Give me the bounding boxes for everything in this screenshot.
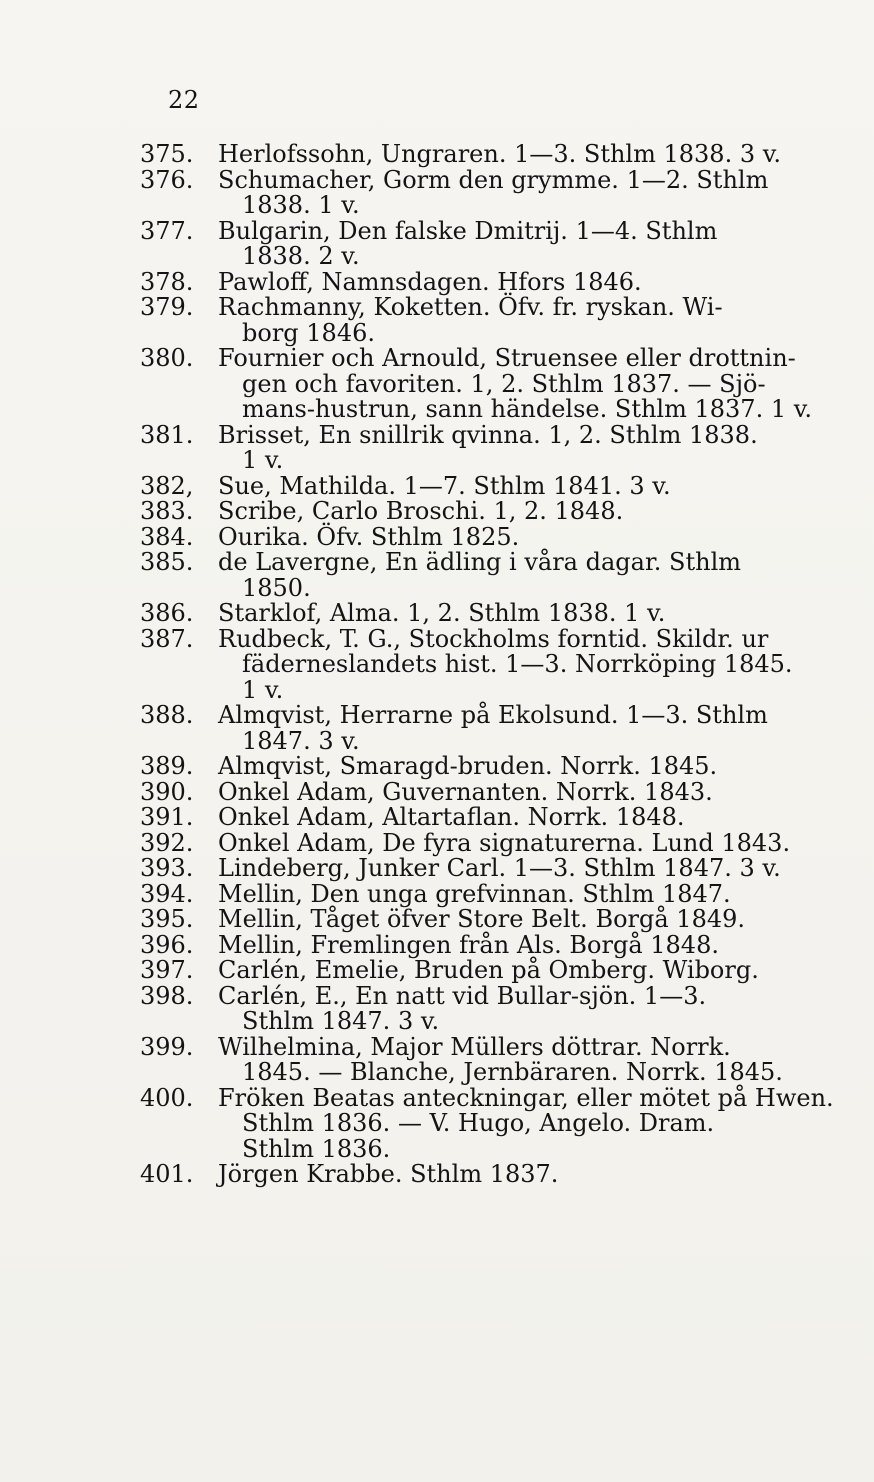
catalog-entry [140, 601, 840, 627]
entry-number: 396. [140, 930, 194, 959]
entry-text: Onkel Adam, Guvernanten. Norrk. 1843. [218, 777, 713, 806]
entry-text: Schumacher, Gorm den grymme. 1—2. Sthlm [218, 165, 769, 194]
entry-number: 376. [140, 165, 194, 194]
entry-number: 390. [140, 777, 194, 806]
entry-text-continuation: fäderneslandets hist. 1—3. Norrköping 1845. [242, 650, 793, 678]
catalog-entry [140, 295, 840, 346]
entry-text-continuation: 1838. 2 v. [242, 242, 360, 270]
entry-text: Fournier och Arnould, Struensee eller drottnin- [218, 344, 796, 372]
entry-number: 391. [140, 803, 194, 831]
entry-text: Ourika. Öfv. Sthlm 1825. [218, 522, 520, 551]
entry-text: Rudbeck, T. G., Stockholms forntid. Skildr. ur [218, 624, 769, 653]
entry-text: Onkel Adam, Altartaflan. Norrk. 1848. [218, 803, 685, 831]
catalog-entry [140, 346, 840, 423]
page-number: 22 [168, 86, 200, 114]
entry-number: 383. [140, 497, 194, 525]
entry-number: 380. [140, 344, 194, 372]
catalog-entry [140, 624, 840, 704]
catalog-entry [140, 856, 840, 882]
catalog-entry [140, 907, 840, 933]
entry-number: 399. [140, 1032, 194, 1061]
catalog-entry [140, 420, 840, 474]
catalog-entry [140, 828, 840, 857]
catalog-entry [140, 754, 840, 780]
entry-number: 392. [140, 828, 194, 857]
catalog-entry [140, 1083, 840, 1163]
catalog-entry [140, 267, 840, 296]
entry-text-continuation: 1845. — Blanche, Jernbäraren. Norrk. 1845. [242, 1058, 783, 1086]
catalog-entry [140, 216, 840, 270]
entry-text: Pawloff, Namnsdagen. Hfors 1846. [218, 267, 642, 296]
catalog-entry [140, 165, 840, 219]
entry-text: Bulgarin, Den falske Dmitrij. 1—4. Sthlm [218, 216, 718, 245]
catalog-entry [140, 1162, 840, 1188]
entry-text-continuation: gen och favoriten. 1, 2. Sthlm 1837. — Sjö- [242, 369, 766, 398]
entry-text: Mellin, Den unga grefvinnan. Sthlm 1847. [218, 879, 731, 908]
entry-text: Carlén, Emelie, Bruden på Omberg. Wiborg. [218, 956, 759, 984]
entry-number: 398. [140, 981, 194, 1010]
entry-text-continuation: Sthlm 1836. [242, 1134, 391, 1163]
entry-number: 388. [140, 701, 194, 729]
entry-text: Wilhelmina, Major Müllers döttrar. Norrk. [218, 1032, 731, 1061]
entry-number: 384. [140, 522, 194, 551]
entry-number: 377. [140, 216, 194, 245]
catalog-entry [140, 703, 840, 754]
entry-text: Rachmanny, Koketten. Öfv. fr. ryskan. Wi- [218, 293, 723, 321]
catalog-entry [140, 805, 840, 831]
entry-text-continuation: mans-hustrun, sann händelse. Sthlm 1837. 1 v. [242, 395, 813, 423]
entry-text-continuation: 1 v. [242, 675, 284, 704]
entry-number: 401. [140, 1160, 194, 1188]
entry-text: Carlén, E., En natt vid Bullar-sjön. 1—3. [218, 981, 707, 1010]
entry-text-continuation: 1847. 3 v. [242, 726, 360, 755]
entry-text: Scribe, Carlo Broschi. 1, 2. 1848. [218, 497, 624, 525]
entry-number: 386. [140, 599, 194, 627]
entry-text: Brisset, En snillrik qvinna. 1, 2. Sthlm 1838. [218, 420, 758, 449]
entry-text: Onkel Adam, De fyra signaturerna. Lund 1843. [218, 828, 791, 857]
entry-number: 394. [140, 879, 194, 908]
entry-text: Mellin, Tåget öfver Store Belt. Borgå 1849. [218, 905, 746, 933]
entry-text-continuation: Sthlm 1836. — V. Hugo, Angelo. Dram. [242, 1109, 715, 1137]
catalog-entry-list [140, 142, 840, 1188]
entry-number: 387. [140, 624, 194, 653]
catalog-entry [140, 142, 840, 168]
entry-number: 397. [140, 956, 194, 984]
entry-number: 393. [140, 854, 194, 882]
entry-text: Almqvist, Smaragd-bruden. Norrk. 1845. [218, 752, 718, 780]
entry-number: 395. [140, 905, 194, 933]
entry-text: Herlofssohn, Ungraren. 1—3. Sthlm 1838. 3 v. [218, 140, 782, 168]
catalog-entry [140, 981, 840, 1035]
entry-text-continuation: 1850. [242, 573, 311, 602]
entry-text-continuation: 1 v. [242, 446, 284, 474]
catalog-entry [140, 958, 840, 984]
entry-number: 379. [140, 293, 194, 321]
entry-number: 382, [140, 471, 194, 500]
entry-number: 400. [140, 1083, 194, 1112]
catalog-entry [140, 930, 840, 959]
entry-text-continuation: borg 1846. [242, 318, 375, 347]
entry-text: Mellin, Fremlingen från Als. Borgå 1848. [218, 930, 719, 959]
catalog-entry [140, 471, 840, 500]
entry-text: Lindeberg, Junker Carl. 1—3. Sthlm 1847. 3 v. [218, 854, 781, 882]
catalog-entry [140, 879, 840, 908]
entry-text: Starklof, Alma. 1, 2. Sthlm 1838. 1 v. [218, 599, 666, 627]
catalog-entry [140, 499, 840, 525]
entry-text: Sue, Mathilda. 1—7. Sthlm 1841. 3 v. [218, 471, 671, 500]
entry-text-continuation: Sthlm 1847. 3 v. [242, 1007, 440, 1035]
entry-number: 375. [140, 140, 194, 168]
entry-text: Jörgen Krabbe. Sthlm 1837. [218, 1160, 559, 1188]
entry-text: de Lavergne, En ädling i våra dagar. Sthlm [218, 548, 742, 576]
catalog-entry [140, 522, 840, 551]
entry-number: 378. [140, 267, 194, 296]
catalog-entry [140, 777, 840, 806]
entry-text: Almqvist, Herrarne på Ekolsund. 1—3. Sthlm [218, 701, 768, 729]
entry-number: 385. [140, 548, 194, 576]
entry-text: Fröken Beatas anteckningar, eller mötet på Hwen. [218, 1083, 834, 1112]
entry-text-continuation: 1838. 1 v. [242, 191, 360, 219]
catalog-entry [140, 550, 840, 601]
entry-number: 389. [140, 752, 194, 780]
entry-number: 381. [140, 420, 194, 449]
catalog-entry [140, 1032, 840, 1086]
